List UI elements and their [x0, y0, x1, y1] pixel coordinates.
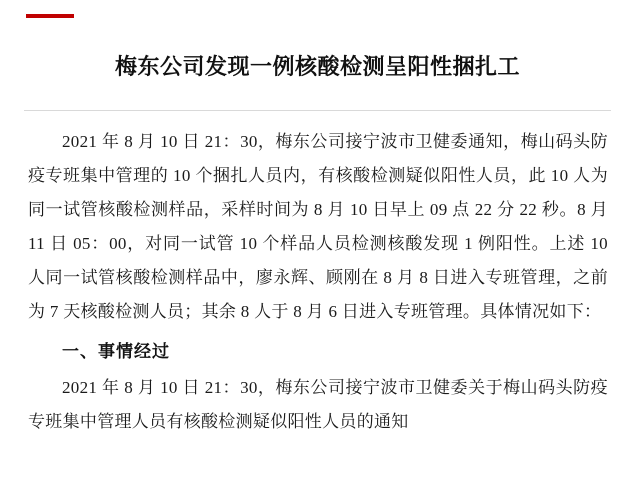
paragraph: 2021 年 8 月 10 日 21：30，梅东公司接宁波市卫健委通知，梅山码头防疫专班集中管理的 10 个捆扎人员内，有核酸检测疑似阳性人员，此 10 人为同一试管核酸检测样品，采样时间为 8 月 10 日早上 09 点 22 分 22 秒。8 月 11 日 05：00，对同一试管 10 个样品人员检测核酸发现 1 例阳性。上述 10 人同一试管核酸检测样品中，廖永辉、顾刚在 8 月 8 日进入专班管理，之前为 7 天核酸检测人员；其余 8 人于 8 月 6 日进入专班管理。具体情况如下： [28, 132, 608, 321]
document-body [28, 125, 608, 443]
accent-rule [26, 14, 74, 18]
section-heading: 一、事情经过 [62, 342, 170, 361]
page-title: 梅东公司发现一例核酸检测呈阳性捆扎工 [114, 54, 520, 79]
paragraph: 2021 年 8 月 10 日 21：30，梅东公司接宁波市卫健委关于梅山码头防疫专班集中管理人员有核酸检测疑似阳性人员的通知 [28, 378, 608, 431]
title-divider [24, 110, 611, 111]
